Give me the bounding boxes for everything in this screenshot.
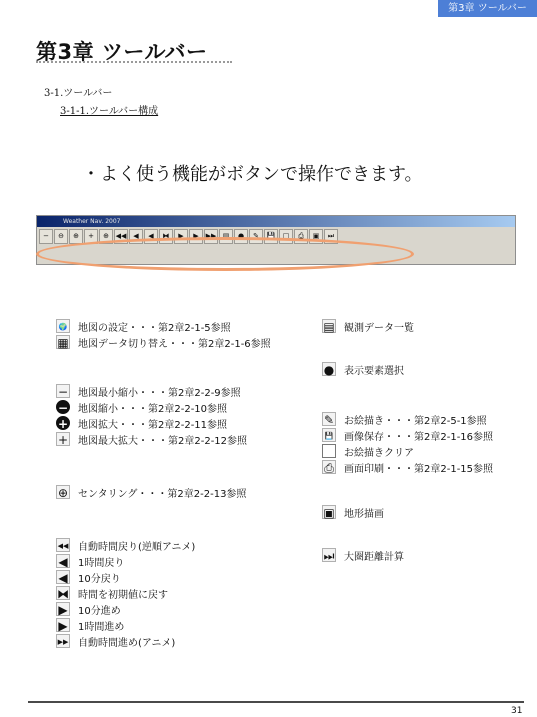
legend-label: 大圏距離計算 xyxy=(344,551,404,563)
legend-label: 時間を初期値に戻す xyxy=(78,589,168,601)
legend-item xyxy=(56,633,175,649)
toolbar-screenshot-button: ⎙ xyxy=(294,229,308,244)
legend-item xyxy=(56,569,121,585)
legend-label: 地図データ切り替え・・・第2章2-1-6参照 xyxy=(78,338,271,350)
legend-item xyxy=(56,553,124,569)
toolbar-screenshot-button: ▣ xyxy=(309,229,323,244)
legend-label: 画像保存・・・第2章2-1-16参照 xyxy=(344,431,494,443)
globe-icon: 🌍 xyxy=(56,319,70,333)
section-label: 3-1.ツールバー xyxy=(44,88,113,99)
toolbar-screenshot-button: ⏭ xyxy=(324,229,338,244)
chapter-tab: 第3章 ツールバー xyxy=(438,0,537,17)
paint-icon: ✎ xyxy=(323,413,335,427)
legend-item xyxy=(322,459,493,475)
legend-label: 自動時間進め(アニメ) xyxy=(78,637,176,649)
subsection-label: 3-1-1.ツールバー構成 xyxy=(60,106,159,117)
legend-item xyxy=(56,484,246,500)
toolbar-screenshot-button: + xyxy=(84,229,98,244)
legend-item xyxy=(322,411,487,427)
toolbar-screenshot-button: ◀ xyxy=(129,229,143,244)
legend-label: 観測データ一覧 xyxy=(344,322,414,334)
back-10min-icon: ◀ xyxy=(56,570,70,584)
legend-item xyxy=(56,431,247,447)
legend-label: 地図縮小・・・第2章2-2-10参照 xyxy=(78,403,228,415)
legend-item xyxy=(56,318,231,334)
legend-item xyxy=(322,361,404,377)
legend-item xyxy=(322,318,414,334)
toolbar-screenshot-button: ✎ xyxy=(249,229,263,244)
headline: ・よく使う機能がボタンで操作できます。 xyxy=(82,164,423,185)
toolbar-screenshot-button: ◀ xyxy=(144,229,158,244)
legend-label: 地図拡大・・・第2章2-2-11参照 xyxy=(78,419,228,431)
forward-10min-icon: ▶ xyxy=(56,602,70,616)
legend-item xyxy=(56,383,241,399)
highlight-ellipse xyxy=(36,237,414,271)
legend-item xyxy=(322,443,414,459)
legend-label: 1時間戻り xyxy=(78,557,125,569)
display-elements-icon: ● xyxy=(323,363,335,377)
legend-label: 地図最小縮小・・・第2章2-2-9参照 xyxy=(78,387,241,399)
legend-item xyxy=(322,547,404,563)
legend-label: 1時間進め xyxy=(78,621,125,633)
save-image-icon: 💾 xyxy=(322,428,336,442)
legend-label: お絵描きクリア xyxy=(344,447,414,459)
auto-rewind-icon: ◀◀ xyxy=(56,538,70,552)
toolbar-screenshot-button: ⧓ xyxy=(159,229,173,244)
legend-item xyxy=(56,537,195,553)
observation-list-icon: ▤ xyxy=(323,320,335,334)
toolbar-screenshot-button: − xyxy=(39,229,53,244)
toolbar-screenshot-button: ▶▶ xyxy=(204,229,218,244)
print-icon: ⎙ xyxy=(322,460,336,474)
legend-item xyxy=(56,334,271,350)
minimize-map-icon: − xyxy=(57,385,69,399)
toolbar-titlebar xyxy=(37,216,515,227)
legend-label: センタリング・・・第2章2-2-13参照 xyxy=(78,488,247,500)
toolbar-screenshot-button: ⊕ xyxy=(69,229,83,244)
toolbar-screenshot-button: ⊕ xyxy=(99,229,113,244)
auto-forward-icon: ▶▶ xyxy=(56,634,70,648)
toolbar-caption: Weather Nav. 2007 xyxy=(63,218,121,225)
legend-label: 地形描画 xyxy=(344,508,384,520)
legend-item xyxy=(322,427,493,443)
toolbar-screenshot-button: □ xyxy=(279,229,293,244)
forward-1hour-icon: ▶ xyxy=(56,618,70,632)
page-title: 第3章 ツールバー xyxy=(36,40,208,64)
back-1hour-icon: ◀ xyxy=(56,554,70,568)
toolbar-screenshot-button: 💾 xyxy=(264,229,278,244)
clear-drawing-icon xyxy=(322,444,336,458)
toolbar-screenshot-button: ● xyxy=(234,229,248,244)
legend-label: お絵描き・・・第2章2-5-1参照 xyxy=(344,415,487,427)
legend-item xyxy=(56,415,227,431)
legend-label: 自動時間戻り(逆順アニメ) xyxy=(78,541,196,553)
footer-rule xyxy=(28,701,524,703)
legend-item xyxy=(56,399,227,415)
legend-label: 10分戻り xyxy=(78,573,121,585)
legend-item xyxy=(322,504,384,520)
zoom-in-icon: + xyxy=(57,417,69,431)
legend-item xyxy=(56,585,168,601)
title-underline xyxy=(36,61,232,63)
legend-label: 画面印刷・・・第2章2-1-15参照 xyxy=(344,463,494,475)
terrain-icon: ▣ xyxy=(323,506,335,520)
centering-icon: ⊕ xyxy=(57,486,69,500)
maximize-map-icon: + xyxy=(57,433,69,447)
zoom-out-icon: − xyxy=(57,401,69,415)
great-circle-icon: ⏭ xyxy=(323,549,335,563)
toolbar-screenshot-button: ⊖ xyxy=(54,229,68,244)
legend-label: 地図の設定・・・第2章2-1-5参照 xyxy=(78,322,231,334)
reset-time-icon: ⧓ xyxy=(57,587,69,601)
legend-item xyxy=(56,617,124,633)
map-grid-icon: ▦ xyxy=(57,336,69,350)
legend-label: 10分進め xyxy=(78,605,121,617)
legend-label: 表示要素選択 xyxy=(344,365,404,377)
legend-label: 地図最大拡大・・・第2章2-2-12参照 xyxy=(78,435,248,447)
page-number: 31 xyxy=(511,706,523,716)
toolbar-screenshot-button: ◀◀ xyxy=(114,229,128,244)
toolbar-screenshot-button: ▶ xyxy=(189,229,203,244)
legend-item xyxy=(56,601,121,617)
toolbar-screenshot-button: ▶ xyxy=(174,229,188,244)
toolbar-screenshot-button: ▤ xyxy=(219,229,233,244)
